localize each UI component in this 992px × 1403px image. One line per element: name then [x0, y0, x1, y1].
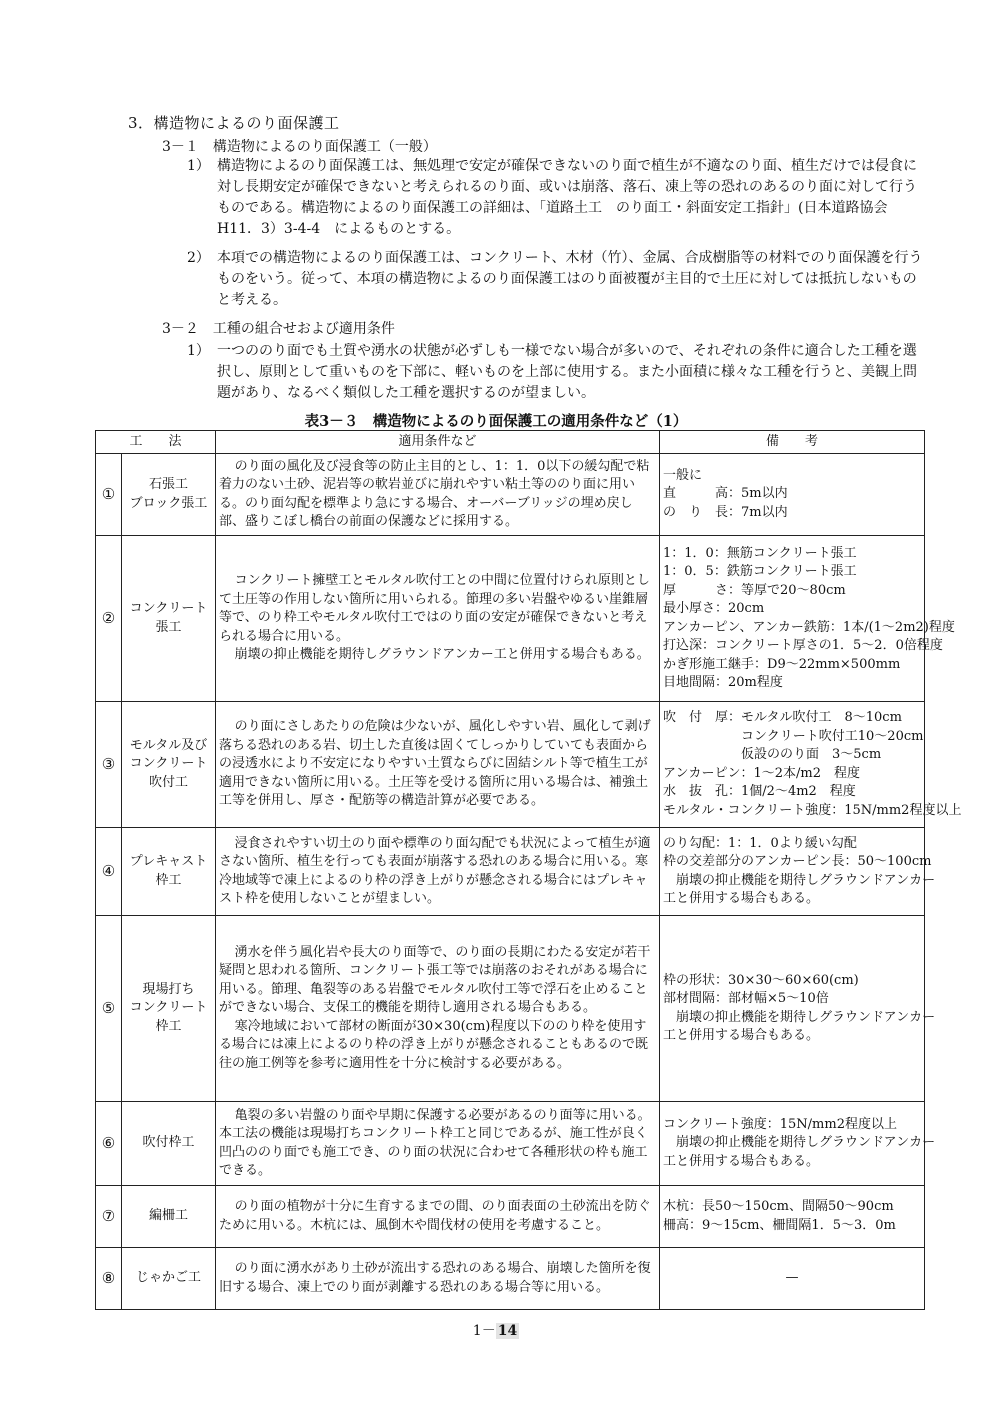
row-number: ⑤: [96, 916, 122, 1102]
row-number: ⑦: [96, 1186, 122, 1248]
notes-line: 目地間隔：20m程度: [663, 675, 783, 690]
notes-line: 工と併用する場合もある。: [663, 1153, 820, 1169]
method-name: プレキャスト枠工: [122, 828, 216, 916]
page-footer: [0, 1320, 992, 1340]
notes-line: 崩壊の抑止機能を期待しグラウンドアンカー: [663, 1135, 936, 1151]
row-number: ①: [96, 454, 122, 536]
notes-line: 直 高：5m以内: [663, 486, 788, 502]
notes-line: —: [785, 1270, 799, 1286]
notes-line: コンクリート強度：15N/mm2程度以上: [663, 1116, 897, 1132]
header-method: 工 法: [96, 431, 216, 454]
conditions-table: [95, 430, 962, 1310]
notes-line: 柵高：9～15cm、柵間隔1．5～3．0m: [663, 1217, 896, 1233]
notes-line: モルタル・コンクリート強度：15N/mm2程度以上: [663, 802, 962, 818]
conditions-text: 崩壊の抑止機能を期待しグラウンドアンカー工と併用する場合もある。: [234, 647, 650, 663]
table-row: [96, 1186, 925, 1248]
notes-line: 1：1．0：無筋コンクリート張工: [663, 545, 857, 561]
notes-line: アンカーピン、アンカー鉄筋：1本/(1～2m2)程度: [663, 619, 955, 635]
table-body: [96, 454, 962, 1310]
conditions-cell: [216, 702, 660, 828]
conditions-cell: [216, 1102, 660, 1186]
conditions-cell: [216, 1186, 660, 1248]
method-name: じゃかご工: [122, 1248, 216, 1310]
conditions-text: コンクリート擁壁工とモルタル吹付工との中間に位置付けられ原則として土圧等の作用しない箇所に用いられる。節理の多い岩盤やゆるい崖錐層等で、のり枠工やモルタル吹付工ではのり面の安定が確保できないと考えられる場合に用いる。: [219, 573, 650, 644]
method-name: コンクリート 張工: [122, 536, 216, 702]
paragraph-3-2-1: [187, 341, 927, 404]
subsection-heading-3-1: 3－１ 構造物によるのり面保護工（一般）: [162, 139, 437, 155]
conditions-text: のり面にさしあたりの危険は少ないが、風化しやすい岩、風化して剥げ落ちる恐れのある岩、切土した直後は固くてしっかりしていても表面からの浸透水により不安定になりやすい土質ならびに固結シルト等で植生工が適用できない箇所に用いる。土圧等を受ける箇所に用いる場合は、補強土工等を併用し、厚さ・配筋等の構造計算が必要である。: [219, 719, 651, 809]
conditions-cell: [216, 828, 660, 916]
table-row: [96, 536, 925, 702]
row-number: ②: [96, 536, 122, 702]
page-number-prefix: 1－: [472, 1323, 496, 1339]
table-row: [96, 1102, 925, 1186]
notes-line: 部材間隔：部材幅×5～10倍: [663, 991, 829, 1006]
notes-cell: [660, 536, 955, 702]
notes-line: 一般に: [663, 467, 703, 483]
notes-line: かぎ形施工継手：D9～22mm×500mm: [663, 656, 901, 672]
notes-line: 厚 さ：等厚で20～80cm: [663, 582, 846, 598]
method-name: 現場打ち コンクリート枠工: [122, 916, 216, 1102]
table-row: [96, 916, 925, 1102]
notes-line: 1：0．5：鉄筋コンクリート張工: [663, 564, 857, 579]
paragraph-3-1-1: [187, 156, 927, 240]
conditions-cell: [216, 454, 660, 536]
paragraph-3-1-2: [187, 248, 927, 311]
table-row: [96, 828, 925, 916]
table-row: [96, 1248, 925, 1310]
notes-cell: [660, 828, 936, 916]
paragraph-number: 1）: [187, 343, 210, 359]
row-number: ③: [96, 702, 122, 828]
header-conditions: 適用条件など: [216, 431, 660, 454]
method-name: 吹付枠工: [122, 1102, 216, 1186]
notes-line: のり勾配：1：1．0より緩い勾配: [663, 835, 857, 851]
conditions-text: のり面の植物が十分に生育するまでの間、のり面表面の土砂流出を防ぐために用いる。木杭には、風倒木や間伐材の使用を考慮すること。: [219, 1199, 651, 1233]
conditions-text: 亀裂の多い岩盤のり面や早期に保護する必要があるのり面等に用いる。本工法の機能は現場打ちコンクリート枠工と同じであるが、施工性が良く凹凸ののり面でも施工でき、のり面の状況に合わせて各種形状の枠も施工できる。: [219, 1107, 651, 1178]
row-number: ⑥: [96, 1102, 122, 1186]
conditions-cell: [216, 916, 660, 1102]
paragraph-number: 1）: [187, 158, 210, 174]
table-row: [96, 702, 925, 828]
section-heading: 3．構造物によるのり面保護工: [128, 114, 340, 132]
notes-line: 最小厚さ：20cm: [663, 601, 765, 616]
notes-line: 崩壊の抑止機能を期待しグラウンドアンカー: [663, 1009, 936, 1025]
paragraph-text: 構造物によるのり面保護工は、無処理で安定が確保できないのり面で植生が不適なのり面、植生だけでは侵食に対し長期安定が確保できないと考えられるのり面、或いは崩落、落石、凍上等の恐れのあるのり面に対して行うものである。構造物によるのり面保護工の詳細は、「道路土工 のり面工・斜面安定工指針」(日本道路協会H11．3）3-4-4 によるものとする。: [217, 158, 917, 237]
table-caption: 表3－３ 構造物によるのり面保護工の適用条件など（1）: [304, 413, 688, 430]
notes-line: 打込深：コンクリート厚さの1．5～2．0倍程度: [663, 638, 943, 653]
notes-line: アンカーピン：1～2本/m2 程度: [663, 765, 861, 781]
conditions-text: のり面に湧水があり土砂が流出する恐れのある場合、崩壊した箇所を復旧する場合、凍上でのり面が剥離する恐れのある場合等に用いる。: [219, 1261, 651, 1295]
method-name: 編柵工: [122, 1186, 216, 1248]
notes-line: 工と併用する場合もある。: [663, 1028, 820, 1043]
notes-line: コンクリート吹付工10～20cm: [663, 728, 924, 744]
page-number: 14: [497, 1323, 518, 1339]
table-row: [96, 454, 925, 536]
notes-line: 枠の形状：30×30～60×60(cm): [663, 972, 859, 988]
conditions-text: 浸食されやすい切土のり面や標準のり面勾配でも状況によって植生が適さない箇所、植生を行っても表面が崩落する恐れのある場合に用いる。寒冷地域等で凍上によるのり枠の浮き上がりが懸念される場合にはプレキャスト枠を使用しないことが望ましい。: [219, 835, 651, 906]
paragraph-text: 一つののり面でも土質や湧水の状態が必ずしも一様でない場合が多いので、それぞれの条件に適合した工種を選択し、原則として重いものを下部に、軽いものを上部に使用する。また小面積に様々な工種を行うと、美観上問題があり、なるべく類似した工種を選択するのが望ましい。: [217, 343, 917, 401]
notes-line: 仮設ののり面 3～5cm: [663, 747, 882, 762]
conditions-text: 湧水を伴う風化岩や長大のり面等で、のり面の長期にわたる安定が若干疑問と思われる箇所、コンクリート張工等では崩落のおそれがある場合に用いる。節理、亀裂等のある岩盤でモルタル吹付工等で浮石を止めることができない場合、支保工的機能を期待し適用される場合もある。: [219, 944, 651, 1016]
notes-line: の り 長：7m以内: [663, 504, 788, 520]
notes-line: 木杭：長50～150cm、間隔50～90cm: [663, 1199, 894, 1214]
header-notes: 備 考: [660, 431, 925, 454]
notes-cell: [660, 1102, 936, 1186]
notes-line: 水 抜 孔：1個/2～4m2 程度: [663, 784, 856, 799]
notes-line: 吹 付 厚：モルタル吹付工 8～10cm: [663, 710, 902, 725]
notes-line: 崩壊の抑止機能を期待しグラウンドアンカー: [663, 872, 936, 888]
conditions-cell: [216, 536, 660, 702]
notes-cell: [660, 702, 962, 828]
conditions-cell: [216, 1248, 660, 1310]
notes-cell: [660, 1186, 925, 1248]
notes-cell: [660, 1248, 925, 1310]
table-header-row: [96, 431, 925, 454]
method-name: モルタル及び コンクリート吹付工: [122, 702, 216, 828]
notes-cell: [660, 916, 936, 1102]
notes-line: 工と併用する場合もある。: [663, 891, 820, 906]
paragraph-text: 本項での構造物によるのり面保護工は、コンクリート、木材（竹）、金属、合成樹脂等の材料でのり面保護を行うものをいう。従って、本項の構造物によるのり面保護工はのり面被覆が主目的で土圧に対しては抵抗しないものと考える。: [217, 250, 923, 308]
row-number: ⑧: [96, 1248, 122, 1310]
notes-cell: [660, 454, 925, 536]
notes-line: 枠の交差部分のアンカーピン長：50～100cm: [663, 854, 932, 869]
row-number: ④: [96, 828, 122, 916]
conditions-text: のり面の風化及び浸食等の防止主目的とし、1：1．0以下の緩勾配で粘着力のない土砂、泥岩等の軟岩並びに崩れやすい粘土等ののり面に用いる。のり面勾配を標準より急にする場合、オーバーブリッジの埋め戻し部、盛りこぼし橋台の前面の保護などに採用する。: [219, 458, 650, 529]
subsection-heading-3-2: 3－２ 工種の組合せおよび適用条件: [162, 321, 395, 337]
paragraph-number: 2）: [187, 250, 210, 266]
conditions-text: 寒冷地域において部材の断面が30×30(cm)程度以下ののり枠を使用する場合には凍上によるのり枠の浮き上がりが懸念されることもあるので既往の施工例等を参考に適用性を十分に検討する必要がある。: [219, 1018, 649, 1071]
method-name: 石張工 ブロック張工: [122, 454, 216, 536]
